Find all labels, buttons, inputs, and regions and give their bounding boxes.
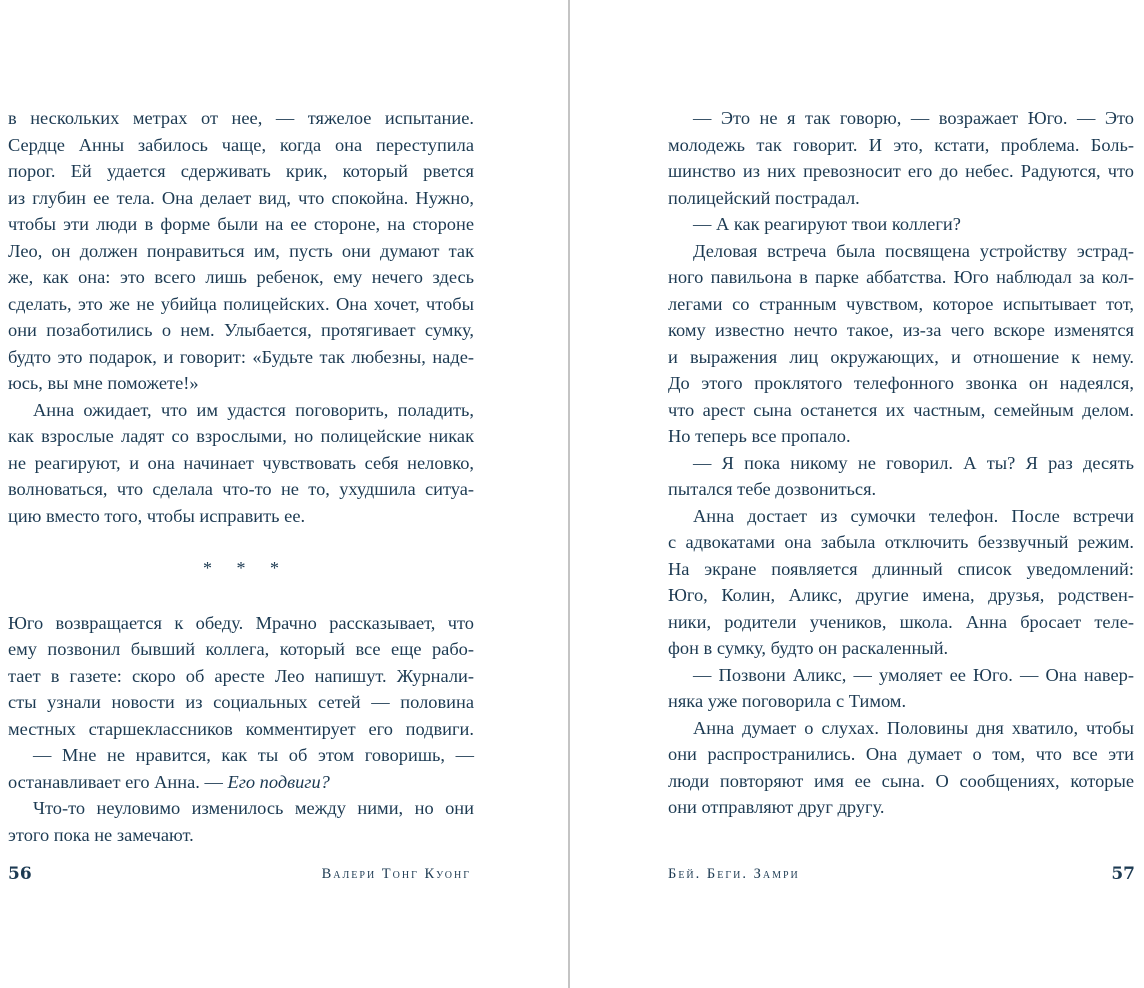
text-line: Анна думает о слухах. Половины дня хватило, чтобы [693, 717, 1134, 738]
page-number-left: 56 [8, 864, 32, 884]
text-line: пытался тебе дозвониться. [668, 479, 877, 499]
text-line: не реагируют, и она начинает чувствовать себя неловко, [8, 452, 474, 473]
text-line: они позаботились о нем. Улыбается, протягивает сумку, [8, 320, 474, 340]
dialog-line-italic: Его подвиги? [227, 771, 330, 792]
dialog-line-plain: останавливает его Анна. — [8, 771, 228, 792]
left-page-final-lines [8, 795, 474, 848]
text-line: — Это не я так говорю, — возражает Юго. — Это [693, 108, 1134, 128]
text-line: Сердце Анны забилось чаще, когда она переступила [8, 134, 474, 155]
text-line: На экране появляется длинный список уведомлений: [668, 558, 1134, 579]
text-line: что арест сына останется их частным, семейным делом. [668, 399, 1134, 420]
right-page-lines [668, 105, 1134, 821]
page-number-right: 57 [1111, 864, 1135, 884]
text-line: Деловая встреча была посвящена устройству эстрад- [693, 240, 1134, 261]
text-line: ники, родители учеников, школа. Анна бросает теле- [668, 611, 1134, 632]
text-line: Но теперь все пропало. [668, 426, 851, 446]
text-line: Лео, он должен понравиться им, пусть они думают так [8, 240, 474, 261]
text-line: люди повторяют имя ее сына. О сообщениях, которые [668, 770, 1134, 791]
text-line: легами со странным чувством, которое испытывает тот, [668, 293, 1134, 314]
text-line: кому известно нечто такое, из-за чего вскоре изменятся [668, 320, 1134, 340]
text-line: сделать, это же не убийца полицейских. Она хочет, чтобы [8, 293, 474, 314]
text-line: цию вместо того, чтобы исправить ее. [8, 505, 306, 526]
text-line: с адвокатами она забыла отключить беззвучный режим. [668, 532, 1134, 552]
dialog-line [8, 769, 474, 796]
left-page-body [8, 105, 474, 848]
text-line: будто это подарок, и говорит: «Будьте так любезны, наде- [8, 346, 474, 367]
text-line: — Я пока никому не говорил. А ты? Я раз десять [693, 452, 1134, 473]
text-line: ного павильона в парке аббатства. Юго наблюдал за кол- [668, 267, 1134, 287]
book-spine [568, 0, 570, 988]
text-line: юсь, вы мне поможете!» [8, 373, 199, 393]
text-line: Анна достает из сумочки телефон. После встречи [693, 505, 1134, 526]
text-line: Что-то неуловимо изменилось между ними, но они [33, 798, 474, 818]
text-line: — Позвони Аликс, — умоляет ее Юго. — Она навер- [693, 664, 1134, 685]
text-line: фон в сумку, будто он раскаленный. [668, 638, 949, 658]
text-line: — Мне не нравится, как ты об этом говоришь, — [33, 745, 474, 765]
text-line: они распространились. Она думает о том, что все эти [668, 744, 1134, 764]
right-page-body [668, 105, 1134, 821]
text-line: ему позвонил бывший коллега, который все еще рабо- [8, 639, 474, 659]
text-line: как взрослые ладят со взрослыми, но полицейские никак [8, 426, 474, 446]
text-line: няка уже поговорила с Тимом. [668, 691, 907, 711]
text-line: этого пока не замечают. [8, 824, 194, 845]
running-header-title: Бей. Беги. Замри [668, 866, 800, 882]
text-line: и выражения лиц окружающих, и отношение к нему. [668, 346, 1134, 367]
text-line: чтобы эти люди в форме были на ее стороне, на стороне [8, 214, 474, 234]
text-line: Юго возвращается к обеду. Мрачно рассказывает, что [8, 612, 474, 633]
running-header-author: Валери Тонг Куонг [321, 866, 471, 882]
text-line: До этого проклятого телефонного звонка он надеялся, [668, 373, 1134, 393]
text-line: шинство из них превозносит его до небес. Радуются, что [668, 161, 1134, 181]
text-line: волноваться, что сделала что-то не то, ухудшила ситуа- [8, 479, 474, 499]
text-line: тает в газете: скоро об аресте Лео напишут. Журнали- [8, 665, 474, 686]
left-page-lines-after [8, 610, 474, 769]
text-line: же, как она: это всего лишь ребенок, ему нечего здесь [8, 267, 474, 287]
text-line: сты узнали новости из социальных сетей — половина [8, 692, 474, 712]
text-line: полицейский пострадал. [668, 187, 860, 208]
text-line: они отправляют друг другу. [668, 797, 885, 817]
text-line: — А как реагируют твои коллеги? [693, 214, 961, 234]
text-line: порог. Ей удается сдерживать крик, который рвется [8, 161, 474, 181]
text-line: Анна ожидает, что им удастся поговорить, поладить, [33, 399, 474, 420]
text-line: молодежь так говорит. И это, кстати, проблема. Боль- [668, 134, 1134, 155]
text-line: местных старшеклассников комментирует его подвиги. [8, 718, 474, 739]
text-line: в нескольких метрах от нее, — тяжелое испытание. [8, 108, 474, 128]
text-line: Юго, Колин, Аликс, другие имена, друзья, родствен- [668, 585, 1134, 605]
text-line: из глубин ее тела. Она делает вид, что спокойна. Нужно, [8, 187, 474, 208]
left-page-lines [8, 105, 474, 529]
section-separator: * * * [203, 558, 289, 578]
